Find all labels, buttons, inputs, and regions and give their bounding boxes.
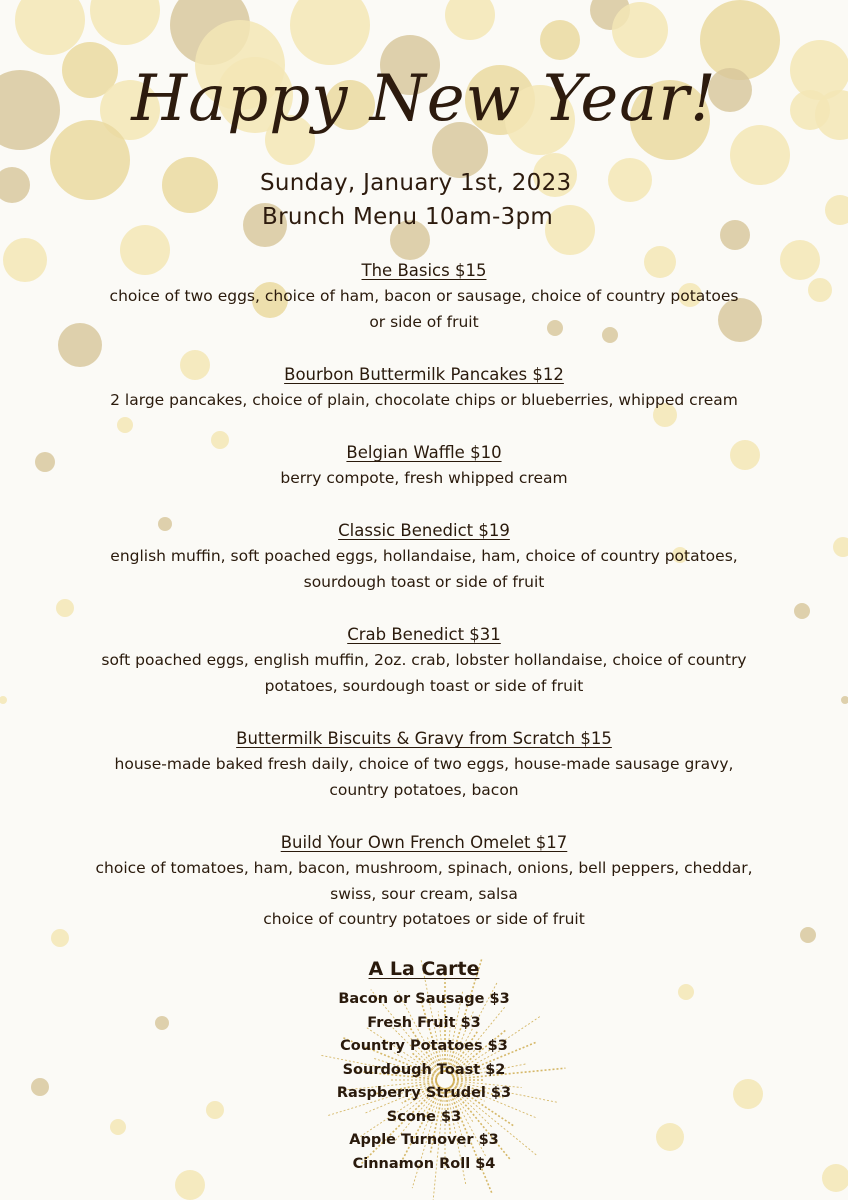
menu-item-description: [40, 544, 808, 595]
a-la-carte-list: [0, 988, 848, 1176]
menu-item: [40, 362, 808, 414]
menu-item-description: [40, 752, 808, 803]
menu-item-description: [40, 388, 808, 414]
a-la-carte-item: Sourdough Toast $2: [342, 1061, 506, 1078]
page-title: Happy New Year!: [131, 62, 717, 136]
menu-item-name: The Basics $15: [361, 261, 487, 280]
menu-item: [40, 622, 808, 699]
menu-item-name: Buttermilk Biscuits & Gravy from Scratch $15: [236, 729, 612, 748]
menu-item-name: Belgian Waffle $10: [346, 443, 502, 462]
menu-item: [40, 830, 808, 933]
a-la-carte-item: Apple Turnover $3: [349, 1132, 499, 1148]
menu-item-description-line: swiss, sour cream, salsa: [330, 884, 518, 903]
date-line: Sunday, January 1st, 2023: [260, 170, 572, 196]
a-la-carte-item: Scone $3: [386, 1108, 462, 1125]
menu-item-description-line: soft poached eggs, english muffin, 2oz. crab, lobster hollandaise, choice of country: [101, 651, 747, 669]
a-la-carte-item: Raspberry Strudel $3: [336, 1085, 512, 1101]
menu-item-name: Crab Benedict $31: [347, 625, 501, 644]
hours-line: Brunch Menu 10am-3pm: [262, 204, 554, 230]
menu-item-description-line: 2 large pancakes, choice of plain, chocolate chips or blueberries, whipped cream: [110, 391, 738, 409]
menu-item-description-line: house-made baked fresh daily, choice of two eggs, house-made sausage gravy,: [114, 755, 734, 773]
menu-item-name: Build Your Own French Omelet $17: [280, 833, 568, 852]
menu-item-description: [40, 466, 808, 492]
menu-item-description-line: choice of tomatoes, ham, bacon, mushroom, spinach, onions, bell peppers, cheddar,: [95, 859, 753, 877]
menu-item-description-line: or side of fruit: [369, 312, 479, 331]
menu-item-description: [40, 648, 808, 699]
a-la-carte-heading: A La Carte: [368, 958, 480, 980]
menu-item: [40, 440, 808, 492]
menu-item: [40, 258, 808, 335]
menu-item-description-line: sourdough toast or side of fruit: [303, 572, 545, 591]
menu-item-name: Classic Benedict $19: [338, 521, 510, 540]
menu-item-description: [40, 856, 808, 933]
menu-item-description-line: country potatoes, bacon: [329, 780, 519, 799]
a-la-carte-item: Fresh Fruit $3: [367, 1014, 481, 1031]
menu-item-description-line: english muffin, soft poached eggs, hollandaise, ham, choice of country potatoes,: [110, 547, 738, 565]
menu-item: [40, 726, 808, 803]
menu-item-description-line: choice of two eggs, choice of ham, bacon or sausage, choice of country potatoes: [109, 287, 739, 305]
menu-item-description-line: berry compote, fresh whipped cream: [280, 469, 568, 487]
menu-item: [40, 518, 808, 595]
menu-item-description-line: choice of country potatoes or side of fruit: [263, 910, 585, 928]
menu-item-name: Bourbon Buttermilk Pancakes $12: [284, 365, 564, 384]
a-la-carte-item: Bacon or Sausage $3: [338, 991, 510, 1007]
a-la-carte-item: Cinnamon Roll $4: [352, 1155, 496, 1172]
menu-item-description-line: potatoes, sourdough toast or side of fruit: [264, 676, 584, 695]
menu-item-description: [40, 284, 808, 335]
a-la-carte-item: Country Potatoes $3: [340, 1038, 508, 1054]
